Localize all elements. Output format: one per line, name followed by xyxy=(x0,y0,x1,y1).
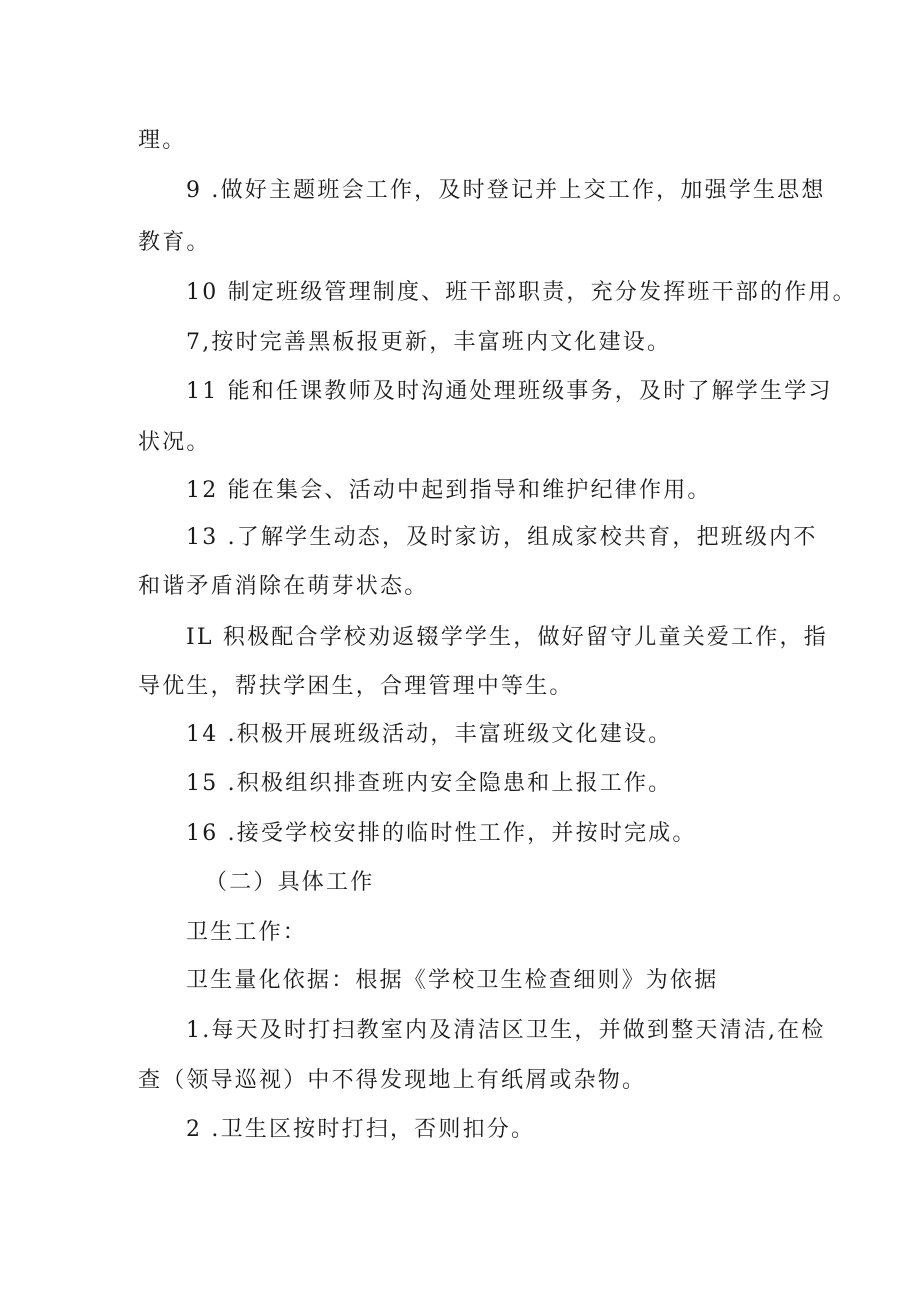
text-line: 卫生工作： xyxy=(186,920,308,945)
text-line: 状况。 xyxy=(138,430,211,455)
text-line: 11 能和任课教师及时沟通处理班级事务，及时了解学生学习 xyxy=(186,379,833,404)
text-line: 13 .了解学生动态，及时家访，组成家校共育，把班级内不 xyxy=(186,525,818,550)
text-line: 7,按时完善黑板报更新，丰富班内文化建设。 xyxy=(186,330,672,355)
text-line: 16 .接受学校安排的临时性工作，并按时完成。 xyxy=(186,821,697,846)
text-line: 查（领导巡视）中不得发现地上有纸屑或杂物。 xyxy=(138,1068,647,1093)
text-line: 2 .卫生区按时打扫，否则扣分。 xyxy=(186,1117,536,1142)
text-line: IL 积极配合学校劝返辍学学生，做好留守儿童关爱工作，指 xyxy=(186,625,828,650)
text-line: 教育。 xyxy=(138,230,211,255)
text-line: 理。 xyxy=(138,128,187,153)
text-line: 15 .积极组织排查班内安全隐患和上报工作。 xyxy=(186,771,673,796)
text-line: 10 制定班级管理制度、班干部职责，充分发挥班干部的作用。 xyxy=(186,280,857,305)
text-line: 14 .积极开展班级活动，丰富班级文化建设。 xyxy=(186,722,673,747)
section-heading: （二）具体工作 xyxy=(205,870,375,895)
text-line: 12 能在集会、活动中起到指导和维护纪律作用。 xyxy=(186,478,712,503)
text-line: 和谐矛盾消除在萌芽状态。 xyxy=(138,574,429,599)
text-line: 9 .做好主题班会工作，及时登记并上交工作，加强学生思想 xyxy=(186,178,826,203)
text-line: 1.每天及时打扫教室内及清洁区卫生，并做到整天清洁,在检 xyxy=(186,1018,826,1043)
text-line: 卫生量化依据：根据《学校卫生检查细则》为依据 xyxy=(186,968,719,993)
text-line: 导优生，帮扶学困生，合理管理中等生。 xyxy=(138,674,574,699)
